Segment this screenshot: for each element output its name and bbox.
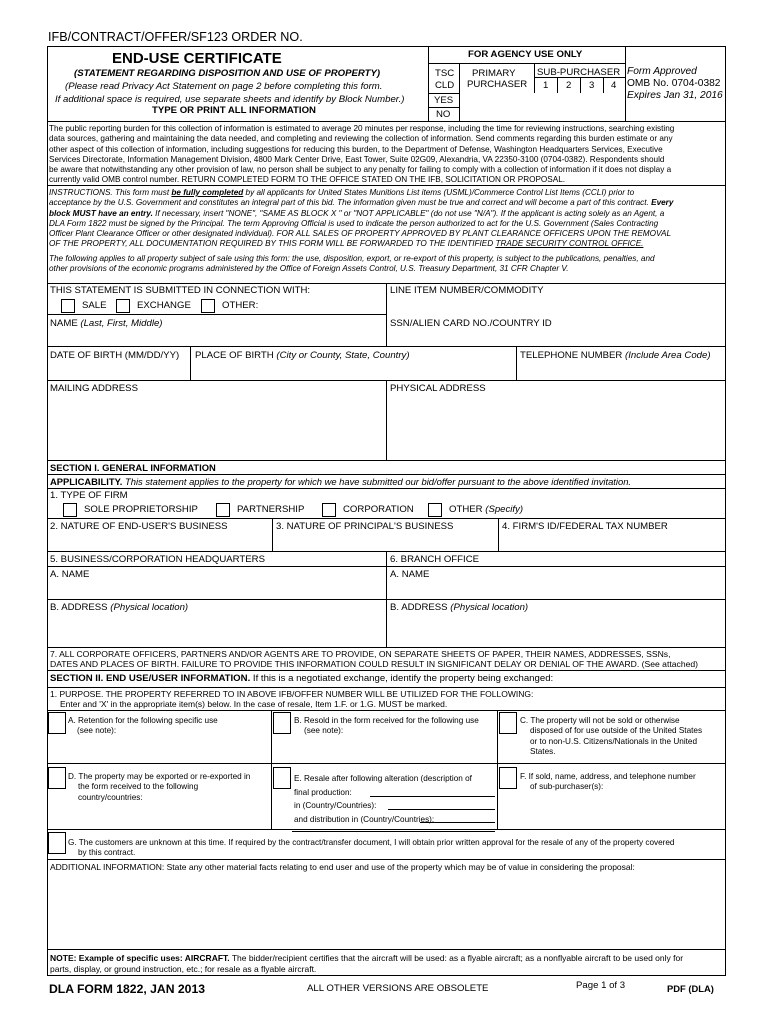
option-a-checkbox[interactable]	[48, 712, 66, 734]
form-subtitle: (STATEMENT REGARDING DISPOSITION AND USE OF PROPERTY)	[74, 68, 381, 79]
hq-address-label: B. ADDRESS (Physical location)	[50, 602, 189, 613]
other-label: OTHER:	[222, 300, 259, 311]
officers-line-2: DATES AND PLACES OF BIRTH. FAILURE TO PROVIDE THIS INFORMATION COULD RESULT IN SIGNIFICANT DELAY OR DENIAL OF THE AWARD. (See attached)	[50, 659, 699, 669]
sub-purchaser-label: SUB-PURCHASER	[537, 67, 621, 78]
firm-id-label: 4. FIRM'S ID/FEDERAL TAX NUMBER	[502, 521, 668, 532]
section-2-title: SECTION II. END USE/USER INFORMATION. If this is a negotiated exchange, identify the property being exchanged:	[50, 673, 554, 684]
expiration-date: Expires Jan 31, 2016	[627, 90, 723, 101]
purpose-label: 1. PURPOSE. THE PROPERTY REFERRED TO IN ABOVE IFB/OFFER NUMBER WILL BE UTILIZED FOR THE FOLLOWING:	[50, 689, 534, 699]
physical-address-label: PHYSICAL ADDRESS	[390, 383, 486, 394]
sub-purchaser-4: 4	[611, 80, 617, 91]
option-c-text: C. The property will not be sold or otherwise disposed of for use outside of the United States or to non-U.S. Citizens/Nationals in the United States.	[520, 716, 703, 757]
purchaser-label: PURCHASER	[467, 79, 528, 90]
sub-purchaser-1: 1	[543, 80, 549, 91]
other-firm-label: OTHER (Specify)	[449, 504, 524, 515]
obsolete-notice: ALL OTHER VERSIONS ARE OBSOLETE	[307, 983, 489, 994]
branch-office-label: 6. BRANCH OFFICE	[390, 554, 480, 565]
purpose-instruction: Enter and 'X' in the appropriate item(s) below. In the case of resale, Item 1.F. or 1.G. MUST be marked.	[60, 699, 448, 709]
cld-label: CLD	[435, 80, 455, 91]
exchange-checkbox[interactable]	[116, 299, 130, 313]
option-c-checkbox[interactable]	[499, 712, 517, 734]
type-print-line: TYPE OR PRINT ALL INFORMATION	[152, 105, 316, 116]
nature-end-user-label: 2. NATURE OF END-USER'S BUSINESS	[50, 521, 228, 532]
form-approved: Form Approved	[627, 66, 697, 77]
form-id: DLA FORM 1822, JAN 2013	[49, 982, 206, 996]
line-item-label: LINE ITEM NUMBER/COMMODITY	[390, 285, 544, 296]
partnership-checkbox[interactable]	[216, 503, 230, 517]
corporation-label: CORPORATION	[343, 504, 414, 515]
officers-line-1: 7. ALL CORPORATE OFFICERS, PARTNERS AND/OR AGENTS ARE TO PROVIDE, ON SEPARATE SHEETS OF PAPER, THEIR NAMES, ADDRESSES, SSNs,	[50, 649, 671, 659]
yes-label: YES	[434, 95, 454, 106]
tsc-label: TSC	[435, 68, 455, 79]
page-number: Page 1 of 3	[576, 980, 626, 991]
branch-name-label: A. NAME	[390, 569, 430, 580]
sub-purchaser-3: 3	[589, 80, 595, 91]
other-firm-checkbox[interactable]	[428, 503, 442, 517]
nature-principal-label: 3. NATURE OF PRINCIPAL'S BUSINESS	[276, 521, 454, 532]
ssn-label: SSN/ALIEN CARD NO./COUNTRY ID	[390, 318, 552, 329]
name-label: NAME (Last, First, Middle)	[50, 318, 163, 329]
instructions: INSTRUCTIONS. This form must be fully completed by all applicants for United States Munitions List items (USML)/Commerce Control List Items (CCLI) prior to acceptance by the U.S. Government and constitutes an integral part of this bid. The information given must be true and correct and will become a part of this contract. Every block MUST have an entry. If necessary, insert "NONE", "SAME AS BLOCK X " or "NOT APPLICABLE" (do not use "N/A"). If the applicant is acting solely as an Agent, a DLA Form 1822 must be signed by the Principal. The term Approving Official is used to indicate the person authorized to act for the U.S. Government (Sales Contracting Officer Plant Clearance Officer or other designated individual). FOR ALL SALES OF PROPERTY APPROVED BY PLANT CLEARANCE OFFICERS UPON THE REMOVAL OF THE PROPERTY, ALL DOCUMENTATION REQUIRED BY THIS FORM WILL BE FORWARDED TO THE IDENTIFIED TRADE SECURITY CONTROL OFFICE. The following applies to all property subject of sale using this form: the use, disposition, export, or re-export of this property, is subject to the publications, penalties, and other provisions of the economic programs administered by the Office of Foreign Assets Control, U.S. Treasury Department, 31 CFR Chapter V.	[49, 188, 674, 274]
hq-name-label: A. NAME	[50, 569, 90, 580]
primary-label: PRIMARY	[472, 68, 516, 79]
hq-label: 5. BUSINESS/CORPORATION HEADQUARTERS	[50, 554, 266, 565]
no-label: NO	[436, 109, 451, 120]
additional-information-label: ADDITIONAL INFORMATION: State any other material facts relating to end user and use of the property which may be of value in considering the proposal:	[50, 862, 635, 872]
type-of-firm-label: 1. TYPE OF FIRM	[50, 490, 128, 501]
ifb-label: IFB/CONTRACT/OFFER/SF123 ORDER NO.	[48, 30, 303, 44]
applicability-text: APPLICABILITY. This statement applies to the property for which we have submitted our bid/offer pursuant to the above identified invitation.	[50, 476, 632, 487]
option-b-checkbox[interactable]	[273, 712, 291, 734]
branch-address-label: B. ADDRESS (Physical location)	[390, 602, 529, 613]
option-f-checkbox[interactable]	[499, 767, 517, 789]
sale-checkbox[interactable]	[61, 299, 75, 313]
exchange-label: EXCHANGE	[137, 300, 191, 311]
agency-use-heading: FOR AGENCY USE ONLY	[468, 49, 583, 60]
option-e-text: E. Resale after following alteration (description of final production: in (Country/Countries): and distribution in (Country/Countries):	[294, 774, 472, 824]
sole-proprietorship-checkbox[interactable]	[63, 503, 77, 517]
other-checkbox[interactable]	[201, 299, 215, 313]
section-1-title: SECTION I. GENERAL INFORMATION	[50, 462, 216, 473]
option-b-text: B. Resold in the form received for the following use (see note):	[294, 716, 479, 736]
option-g-checkbox[interactable]	[48, 832, 66, 854]
pdf-label: PDF (DLA)	[667, 983, 714, 994]
sale-label: SALE	[82, 300, 107, 311]
sub-purchaser-2: 2	[566, 80, 572, 91]
aircraft-note: NOTE: Example of specific uses: AIRCRAFT. The bidder/recipient certifies that the aircraft will be used: as a flyable aircraft; as a nonflyable aircraft to be used only for parts, display, or ground instruction, etc.; for resale as a flyable aircraft.	[50, 953, 684, 974]
corporation-checkbox[interactable]	[322, 503, 336, 517]
option-d-checkbox[interactable]	[48, 767, 66, 789]
omb-number: OMB No. 0704-0382	[627, 78, 721, 89]
partnership-label: PARTNERSHIP	[237, 504, 305, 515]
mailing-address-label: MAILING ADDRESS	[50, 383, 138, 394]
option-g-text: G. The customers are unknown at this time. If required by the contract/transfer document, I will obtain prior written approval for the resale of any of the property covered by this contract.	[68, 838, 675, 858]
telephone-label: TELEPHONE NUMBER (Include Area Code)	[520, 350, 711, 361]
option-f-text: F. If sold, name, address, and telephone number of sub-purchaser(s):	[520, 772, 696, 792]
additional-space-line: If additional space is required, use separate sheets and identify by Block Number.)	[55, 94, 405, 105]
form-title: END-USE CERTIFICATE	[112, 50, 282, 67]
submitted-label: THIS STATEMENT IS SUBMITTED IN CONNECTION WITH:	[50, 285, 311, 296]
privacy-line: (Please read Privacy Act Statement on page 2 before completing this form.	[65, 81, 383, 92]
dob-label: DATE OF BIRTH (MM/DD/YY)	[50, 350, 180, 361]
option-a-text: A. Retention for the following specific use (see note):	[68, 716, 218, 736]
option-d-text: D. The property may be exported or re-exported in the form received to the following country/countries:	[68, 772, 251, 802]
sole-proprietorship-label: SOLE PROPRIETORSHIP	[84, 504, 198, 515]
burden-statement: The public reporting burden for this collection of information is estimated to average 20 minutes per response, including the time for reviewing instructions, searching existing data sources, gathering and maintaining the data needed, and completing and reviewing the collection of information. Send comments regarding this burden estimate or any other aspect of this collection of information, including suggestions for reducing this burden, to the Department of Defense, Washington Headquarters Services, Executive Services Directorate, Information Management Division, 4800 Mark Center Drive, East Tower, Suite 02G09, Alexandria, VA 22350-3100 (0704-0382). Respondents should be aware that notwithstanding any other provision of law, no person shall be subject to any penalty for failing to comply with a collection of information if it does not display a currently valid OMB control number. RETURN COMPLETED FORM TO THE OFFICE STATED ON THE IFB, SOLICITATION OR PROPOSAL.	[49, 124, 675, 185]
pob-label: PLACE OF BIRTH (City or County, State, Country)	[195, 350, 410, 361]
option-e-checkbox[interactable]	[273, 767, 291, 789]
